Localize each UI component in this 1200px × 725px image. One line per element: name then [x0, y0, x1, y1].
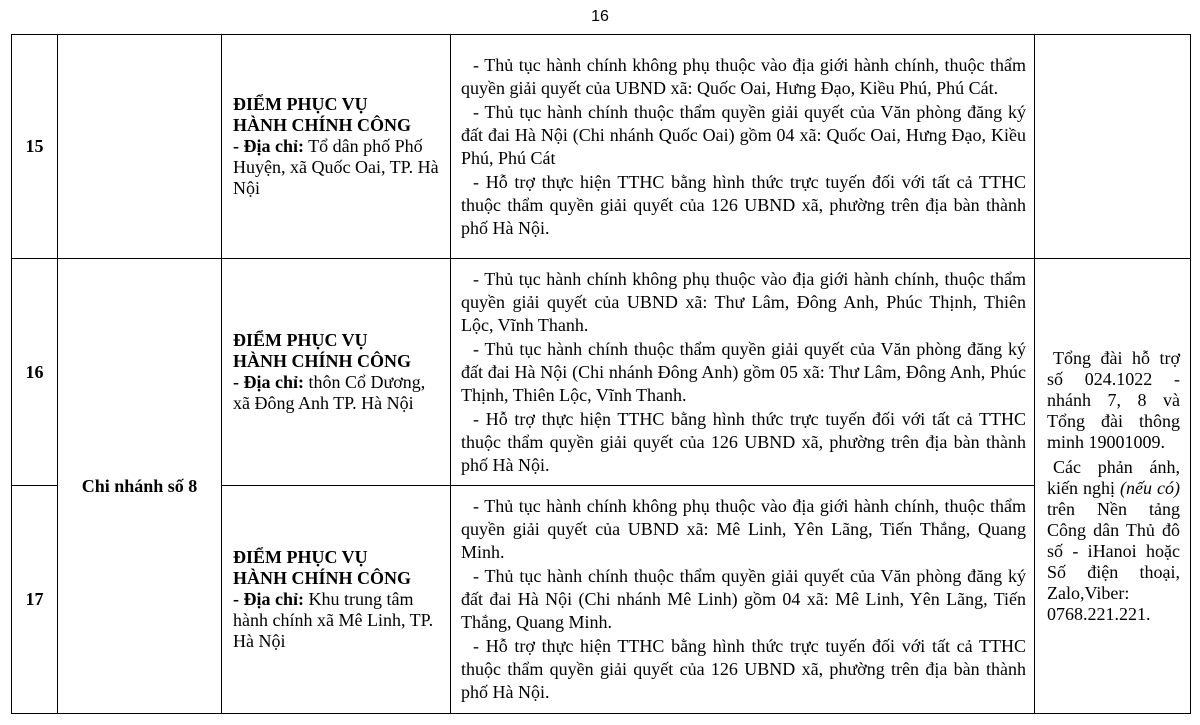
service-point-cell: [222, 486, 451, 714]
procedure-item: - Hỗ trợ thực hiện TTHC bằng hình thức trực tuyến đối với tất cả TTHC thuộc thẩm quyền giải quyết của 126 UBND xã, phường trên địa bàn thành phố Hà Nội.: [461, 171, 1026, 238]
support-cell-empty: [1035, 35, 1191, 259]
address-label: - Địa chỉ:: [233, 589, 304, 609]
branch-name: Chi nhánh số 8: [58, 259, 222, 714]
procedure-item: - Thủ tục hành chính thuộc thẩm quyền giải quyết của Văn phòng đăng ký đất đai Hà Nội (Chi nhánh Mê Linh) gồm 04 xã: Mê Linh, Yên Lãng, Tiến Thắng, Quang Minh.: [461, 566, 1026, 632]
service-point-title-line1: ĐIỂM PHỤC VỤ: [233, 547, 368, 567]
procedure-item: - Thủ tục hành chính không phụ thuộc vào địa giới hành chính, thuộc thẩm quyền giải quyết của UBND xã: Mê Linh, Yên Lãng, Tiến Thắng, Quang Minh.: [461, 496, 1026, 562]
page-number: 16: [591, 8, 609, 25]
support-contact-cell: [1035, 259, 1191, 714]
service-point-title-line2: HÀNH CHÍNH CÔNG: [233, 351, 412, 371]
procedure-item: - Thủ tục hành chính không phụ thuộc vào địa giới hành chính, thuộc thẩm quyền giải quyết của UBND xã: Quốc Oai, Hưng Đạo, Kiều Phú, Phú Cát.: [461, 54, 1026, 98]
service-points-table: [11, 34, 1191, 714]
service-point-title-line2: HÀNH CHÍNH CÔNG: [233, 568, 412, 588]
table-row: [12, 35, 1191, 259]
support-feedback: Các phản ánh, kiến nghị (nếu có) trên Nền tảng Công dân Thủ đô số - iHanoi hoặc Số điện thoại, Zalo,Viber: 0768.221.221.: [1047, 456, 1180, 624]
address-text: Tổ dân phố Phố Huyện, xã Quốc Oai, TP. Hà Nội: [233, 136, 439, 198]
address-label: - Địa chỉ:: [233, 136, 304, 156]
service-point-title-line1: ĐIỂM PHỤC VỤ: [233, 330, 368, 350]
row-number: 17: [12, 486, 58, 714]
service-point-cell: [222, 35, 451, 259]
row-number: 16: [12, 259, 58, 486]
service-point-title-line1: ĐIỂM PHỤC VỤ: [233, 94, 368, 114]
table-row: [12, 259, 1191, 486]
procedures-cell: [451, 486, 1035, 714]
service-point-title-line2: HÀNH CHÍNH CÔNG: [233, 115, 412, 135]
procedures-cell: [451, 35, 1035, 259]
procedure-item: - Hỗ trợ thực hiện TTHC bằng hình thức trực tuyến đối với tất cả TTHC thuộc thẩm quyền giải quyết của 126 UBND xã, phường trên địa bàn thành phố Hà Nội.: [461, 408, 1026, 475]
branch-cell-empty: [58, 35, 222, 259]
support-hotline: Tổng đài hỗ trợ số 024.1022 - nhánh 7, 8 và Tổng đài thông minh 19001009.: [1047, 347, 1180, 452]
service-point-cell: [222, 259, 451, 486]
address-text: Khu trung tâm hành chính xã Mê Linh, TP. Hà Nội: [233, 589, 434, 651]
procedure-item: - Thủ tục hành chính thuộc thẩm quyền giải quyết của Văn phòng đăng ký đất đai Hà Nội (Chi nhánh Quốc Oai) gồm 04 xã: Quốc Oai, Hưng Đạo, Kiều Phú, Phú Cát: [461, 101, 1026, 168]
address-label: - Địa chỉ:: [233, 372, 304, 392]
procedure-item: - Thủ tục hành chính không phụ thuộc vào địa giới hành chính, thuộc thẩm quyền giải quyết của UBND xã: Thư Lâm, Đông Anh, Phúc Thịnh, Thiên Lộc, Vĩnh Thanh.: [461, 268, 1026, 335]
procedure-item: - Thủ tục hành chính thuộc thẩm quyền giải quyết của Văn phòng đăng ký đất đai Hà Nội (Chi nhánh Đông Anh) gồm 05 xã: Thư Lâm, Đông Anh, Phúc Thịnh, Thiên Lộc, Vĩnh Thanh.: [461, 338, 1026, 405]
address-text: thôn Cổ Dương, xã Đông Anh TP. Hà Nội: [233, 372, 426, 413]
procedure-item: - Hỗ trợ thực hiện TTHC bằng hình thức trực tuyến đối với tất cả TTHC thuộc thẩm quyền giải quyết của 126 UBND xã, phường trên địa bàn thành phố Hà Nội.: [461, 636, 1026, 702]
procedures-cell: [451, 259, 1035, 486]
row-number: 15: [12, 35, 58, 259]
